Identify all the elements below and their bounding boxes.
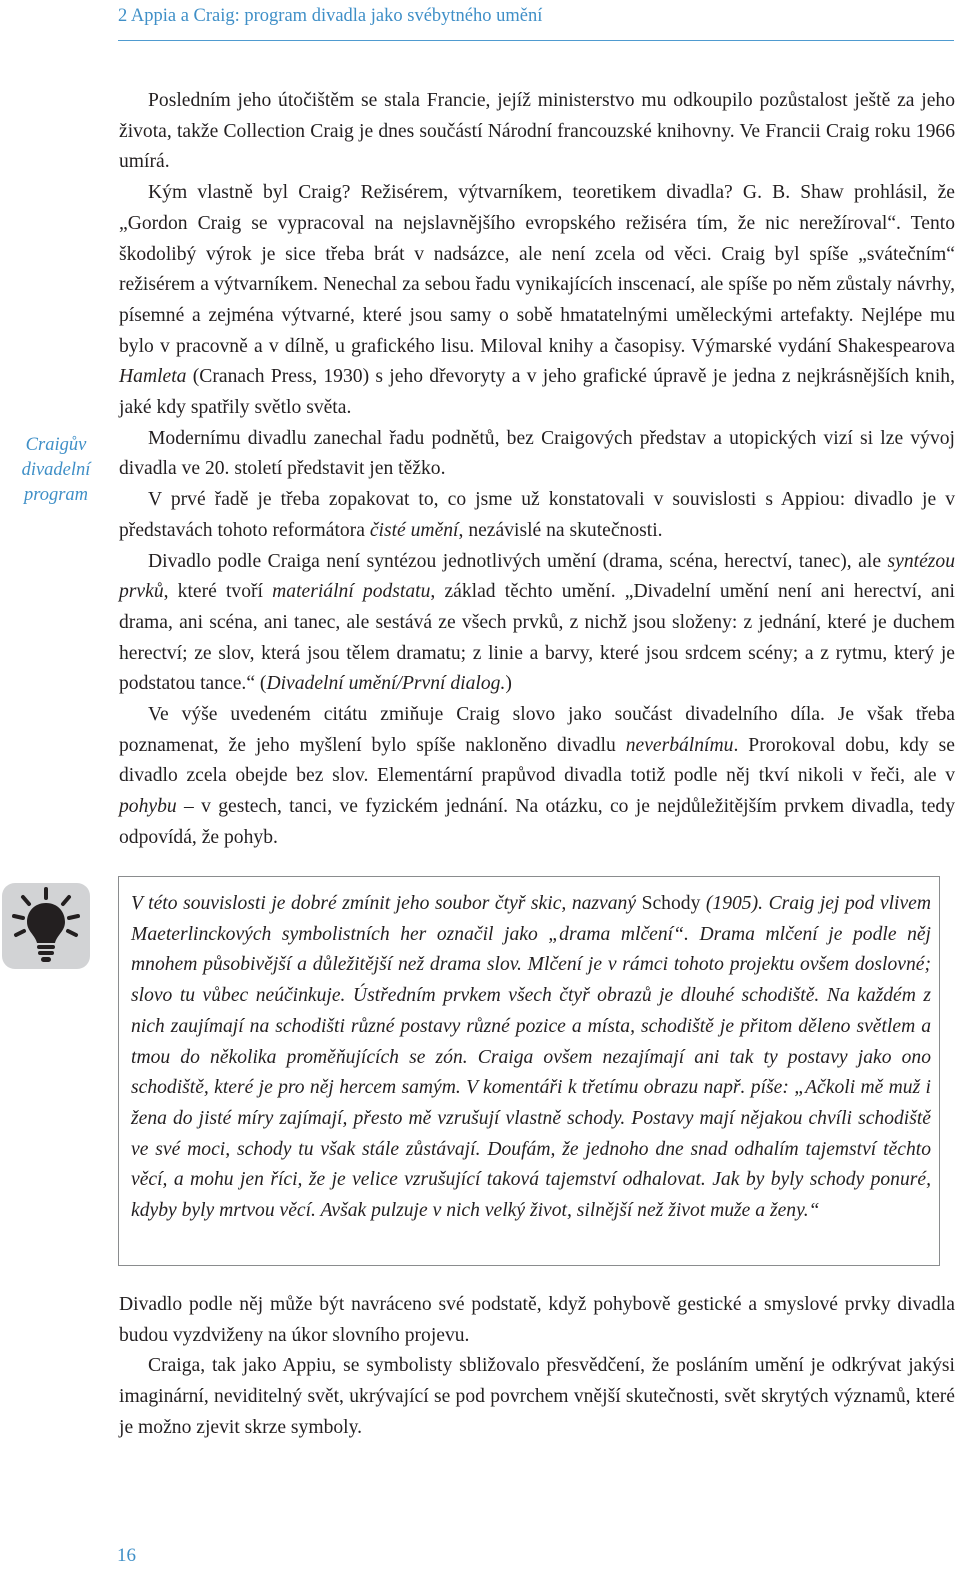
page-number: 16 bbox=[117, 1545, 136, 1566]
running-header: 2 Appia a Craig: program divadla jako svébytného umění bbox=[118, 6, 543, 26]
closing-text bbox=[119, 1290, 955, 1444]
paragraph: Divadlo podle Craiga není syntézou jednotlivých umění (drama, scéna, herectví, tanec), ale syntézou prvků, které tvoří materiální podstatu, základ těchto umění. „Divadelní umění není ani herectví, ani drama, ani scéna, ani tanec, ale sestává ze všech prvků, z nichž jsou složeny: z jednání, které je duchem herectví; ze slov, která jsou tělem dramatu; z linie a barvy, které jsou srdcem scény; a z rytmu, který je podstatou tance.“ (Divadelní umění/První dialog.) bbox=[119, 550, 955, 695]
header-rule bbox=[118, 40, 954, 41]
paragraph: Divadlo podle něj může být navráceno své podstatě, když pohybově gestické a smyslové prvky divadla budou vyzdviženy na úkor slovního projevu. bbox=[119, 1294, 955, 1346]
paragraph: Ve výše uvedeném citátu zmiňuje Craig slovo jako součást divadelního díla. Je však třeba poznamenat, že jeho myšlení bylo spíše nakloněno divadlu neverbálnímu. Prorokoval dobu, kdy se divadlo zcela obejde bez slov. Elementární prapůvod divadla totiž podle něj tkví nikoli v řeči, ale v pohybu – v gestech, tanci, ve fyzickém jednání. Na otázku, co je nejdůležitějším prvkem divadla, tedy odpovídá, že pohyb. bbox=[119, 704, 955, 848]
paragraph: Craiga, tak jako Appiu, se symbolisty sbližovalo přesvědčení, že posláním umění je odkrývat jakýsi imaginární, neviditelný svět, ukrývající se pod povrchem vnější skutečnosti, svět skrytých významů, které je možno zjevit skrze symboly. bbox=[119, 1355, 955, 1438]
paragraph: Modernímu divadlu zanechal řadu podnětů, bez Craigových představ a utopických vizí si lze vývoj divadla ve 20. století představit jen těžko. bbox=[119, 427, 955, 480]
margin-note-line: divadelní bbox=[21, 460, 91, 480]
paragraph: V prvé řadě je třeba zopakovat to, co jsme už konstatovali v souvislosti s Appiou: divadlo je v představách tohoto reformátora čisté umění, nezávislé na skutečnosti. bbox=[119, 489, 955, 541]
margin-note bbox=[6, 433, 106, 508]
margin-note-line: Craigův bbox=[25, 435, 87, 455]
main-text bbox=[119, 86, 955, 854]
quote-box: V této souvislosti je dobré zmínit jeho soubor čtyř skic, nazvaný Schody (1905). Craig jej pod vlivem Maeterlinckových symbolistních her označil jako „drama mlčení“. Drama mlčení je podle něj mnohem působivější a důležitější než drama slov. Mlčení je v rámci tohoto projektu ovšem doslovné; slovo tu vůbec neúčinkuje. Ústředním prvkem všech čtyř obrazů je dlouhé schodiště. Na každém z nich zaujímají na schodišti různé postavy různé pozice a místa, schodiště je přitom děleno světlem a tmou do několika proměňujících se zón. Craiga ovšem nezajímají ani tak ty postavy jako ono schodiště, které je pro něj hercem samým. V komentáři k třetímu obrazu např. píše: „Ačkoli mě muž i žena do jisté míry zajímají, přesto mě vzrušují vlastně schody. Postavy mají nějakou chvíli schodiště ve své moci, schody tu však stále zůstávají. Doufám, že jednoho dne snad odhalím tajemství těchto věcí, a mohu jen říci, že je velice vzrušující taková tajemství odhalovat. Jak by byly schody ponuré, kdyby byly mrtvou věcí. Avšak pulzuje v nich velký život, silnější než život muže a ženy.“ bbox=[118, 876, 940, 1266]
margin-note-line: program bbox=[23, 485, 89, 505]
paragraph: Kým vlastně byl Craig? Režisérem, výtvarníkem, teoretikem divadla? G. B. Shaw prohlásil, že „Gordon Craig se vypracoval na nejslavnějšího evropského režiséra tím, že nic nerežíroval“. Tento škodolibý výrok je sice třeba brát v nadsázce, ale není zcela od věci. Craig byl spíše „svátečním“ režisérem a výtvarníkem. Nenechal za sebou řadu vynikajících inscenací, ale spíše po něm zůstaly návrhy, písemné a zejména výtvarné, které jsou samy o sobě hmatatelnými uměleckými artefakty. Nejlépe mu bylo v pracovně a v dílně, u grafického lisu. Miloval knihy a časopisy. Výmarské vydání Shakespearova Hamleta (Cranach Press, 1930) s jeho dřevoryty a v jeho grafické úpravě je jedna z nejkrásnějších knih, jaké kdy spatřily světlo světa. bbox=[119, 182, 955, 419]
lightbulb-icon bbox=[2, 883, 90, 969]
paragraph: Posledním jeho útočištěm se stala Francie, jejíž ministerstvo mu odkoupilo pozůstalost ještě za jeho života, takže Collection Craig je dnes součástí Národní francouzské knihovny. Ve Francii Craig roku 1966 umírá. bbox=[119, 90, 955, 173]
